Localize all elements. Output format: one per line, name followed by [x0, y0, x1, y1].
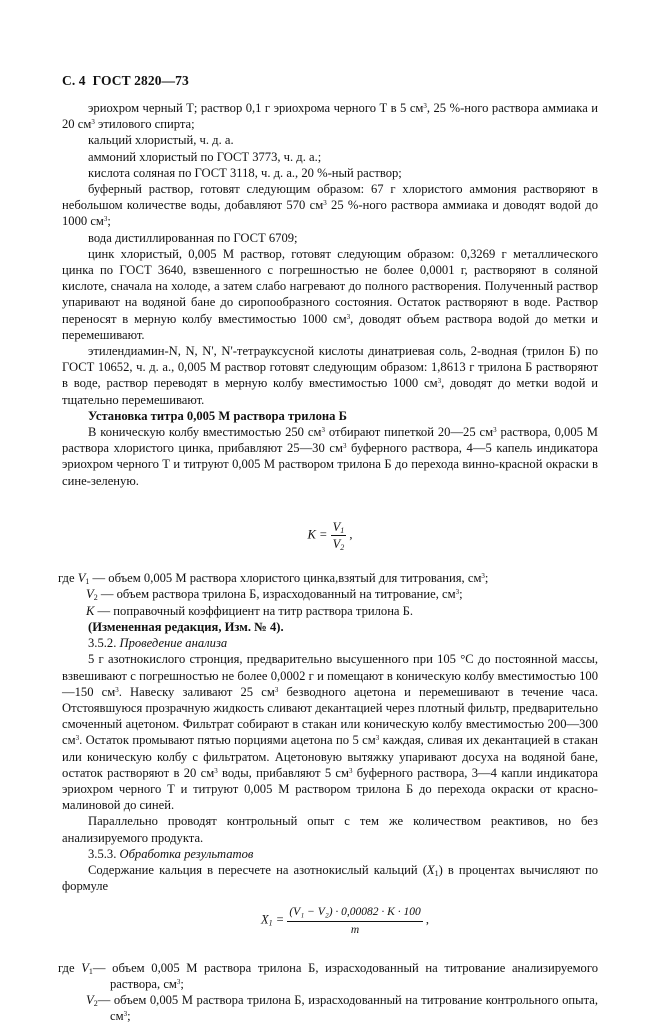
- titer-heading: Установка титра 0,005 М раствора трилона Б: [88, 408, 347, 423]
- page-header: [62, 73, 189, 89]
- reagent-ammonium: аммоний хлористый по ГОСТ 3773, ч. д. а.;: [88, 149, 322, 164]
- standard-number: ГОСТ 2820—73: [92, 73, 189, 88]
- reagent-trilon: этилендиамин-N, N, N', N'-тетрауксусной кислоты динатриевая соль, 2-водная (трилон Б) по ГОСТ 10652, ч. д. а., 0,005 М раствор готовят следующим образом: 1,8613 г трилона Б растворяют в воде, раствор переводят в мерную колбу вместимостью 1000 $см^3$, доводят до метки водой и тщательно перемешивают.: [62, 344, 598, 407]
- titer-paragraph: В коническую колбу вместимостью 250 $см^3$ отбирают пипеткой 20—25 $см^3$ раствора, 0,005 М раствора хлористого цинка, прибавляют 25—30 $см^3$ буферного раствора, 4—5 капель индикатора эриохром черного Т и титруют 0,005 М раствором трилона Б до перехода винно-красной окраски в сине-зеленую.: [62, 425, 599, 488]
- formula-x1: $X_1$ = $\frac{\text{(V₁ − V₂) · 0,00082 · K · 100}}{m}$ ,: [261, 906, 429, 936]
- legend-item: $V_2$ — объем раствора трилона Б, израсходованный на титрование, $см^3$;: [86, 587, 463, 603]
- analysis-paragraph: 5 г азотнокислого стронция, предварительно высушенного при 105 °С до постоянной массы, взвешивают с погрешностью не более 0,0002 г и помещают в коническую колбу вместимостью 100—150 $см^3$. Навеску заливают 25 $см^3$ безводного ацетона и перемешивают в течение часа. Отстоявшуюся прозрачную жидкость сливают декантацией через плотный фильтр, предварительно смоченный ацетоном. Фильтрат собирают в стакан или коническую колбу вместимостью 200—300 $см^3$. Остаток промывают пятью порциями ацетона по 5 $см^3$ каждая, сливая их декантацией в стакан или коническую колбу с фильтратом. Ацетоновую вытяжку упаривают досуха на водяной бане, остаток растворяют в 20 $см^3$ воды, прибавляют 5 $см^3$ буферного раствора, 3—4 капли индикатора эриохром черного Т и титруют 0,005 М раствором трилона Б до перехода окраски от красно-малиновой до синей.: [62, 652, 599, 813]
- document-body: [58, 100, 599, 1025]
- legend-item: $V_2—$ объем 0,005 М раствора трилона Б, израсходованный на титрование контрольного опыта, $см^3$;: [86, 993, 598, 1024]
- results-paragraph: Содержание кальция в пересчете на азотнокислый кальций $(X_1)$ в процентах вычисляют по формуле: [62, 862, 598, 894]
- reagent-water: вода дистиллированная по ГОСТ 6709;: [88, 230, 298, 245]
- legend-item: где $V_1—$ объем 0,005 М раствора трилона Б, израсходованный на титрование анализируемого раствора, $см^3$;: [58, 960, 598, 991]
- section-3-5-3: 3.5.3. Обработка результатов: [88, 846, 254, 861]
- amendment-note: (Измененная редакция, Изм. № 4).: [88, 619, 284, 634]
- reagent-buffer: буферный раствор, готовят следующим образом: 67 г хлористого аммония растворяют в небольшом количестве воды, добавляют 570 $см^3$ 25 %-ного раствора аммиака и доводят водой до 1000 $см^3$;: [62, 182, 598, 229]
- formula-k: K = $\frac{V_1}{V_2}$ ,: [307, 519, 353, 553]
- section-3-5-2: 3.5.2. Проведение анализа: [88, 636, 228, 651]
- reagent-hcl: кислота соляная по ГОСТ 3118, ч. д. а., 20 %-ный раствор;: [88, 165, 402, 180]
- control-paragraph: Параллельно проводят контрольный опыт с тем же количеством реактивов, но без анализируемого продукта.: [62, 814, 598, 845]
- reagent-calcium: кальций хлористый, ч. д. а.: [88, 133, 234, 148]
- reagent-zinc: цинк хлористый, 0,005 М раствор, готовят следующим образом: 0,3269 г металлического цинка по ГОСТ 3640, взвешенного с погрешностью не более 0,0001 г, растворяют в соляной кислоте, сначала на холоде, а затем слабо нагревают до полного растворения. Полученный раствор упаривают на водяной бане до сиропообразного состояния. Остаток растворяют в воде. Раствор переносят в мерную колбу вместимостью 1000 $см^3$, доводят объем раствора водой до метки и перемешивают.: [62, 246, 599, 342]
- formula-x1-legend: [58, 960, 598, 1025]
- legend-item: K — поправочный коэффициент на титр раствора трилона Б.: [86, 603, 414, 618]
- page-number: С. 4: [62, 73, 86, 88]
- reagent-eriochrome: эриохром черный Т; раствор 0,1 г эриохрома черного Т в 5 $см^3$, 25 %-ного раствора аммиака и 20 $см^3$ этилового спирта;: [62, 101, 598, 132]
- legend-item: где $V_1$ — объем 0,005 М раствора хлористого цинка,взятый для титрования, $см^3$;: [58, 571, 489, 587]
- formula-k-legend: [58, 570, 598, 619]
